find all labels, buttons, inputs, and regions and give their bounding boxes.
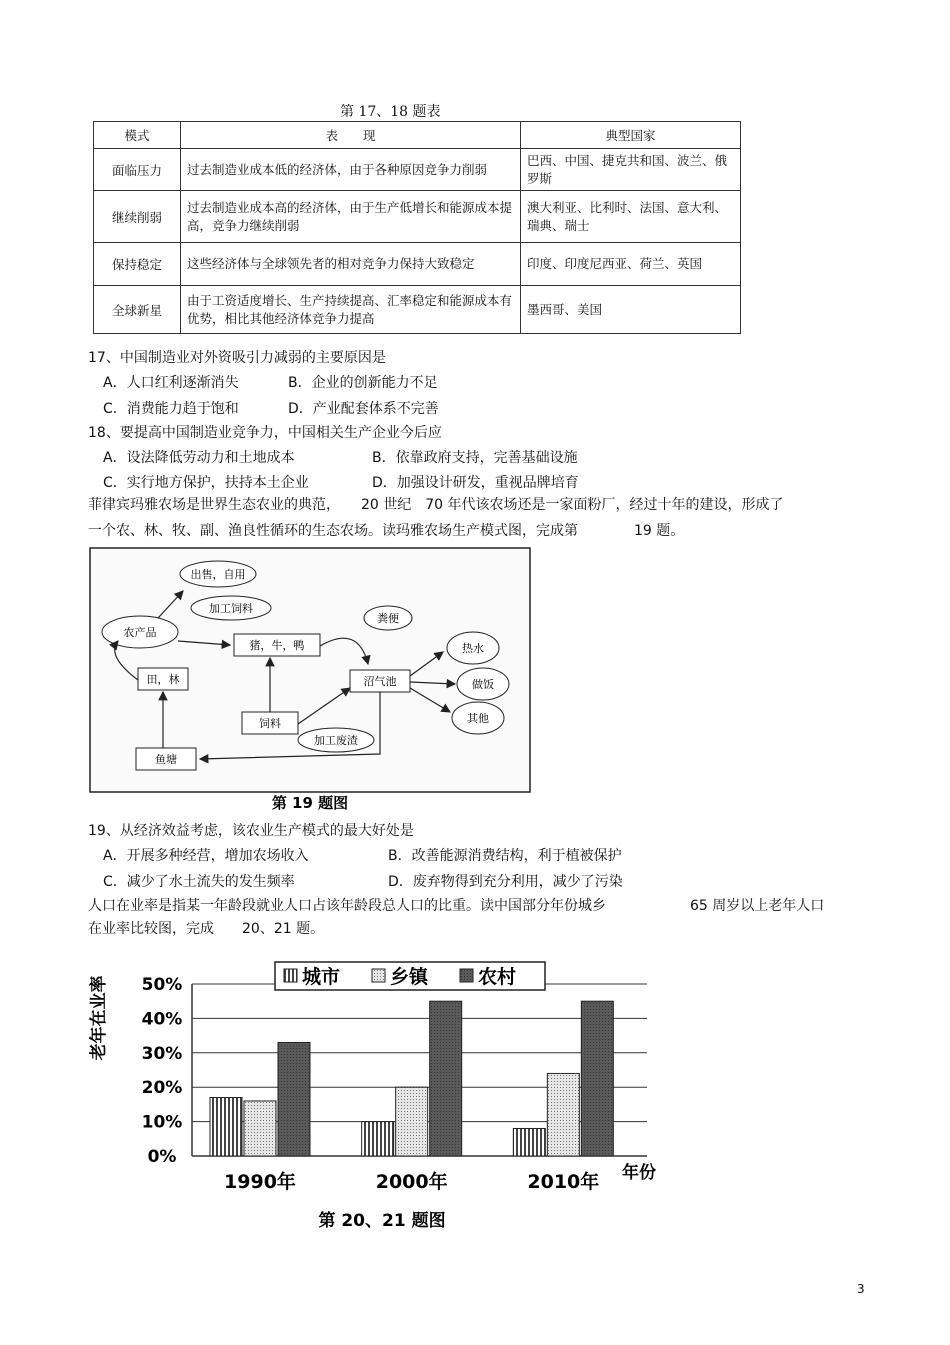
employment-chart — [89, 958, 670, 1233]
x-tick-label: 2010年 — [527, 1171, 600, 1193]
node-biogas: 沼气池 — [363, 675, 397, 688]
cell-countries: 印度、印度尼西亚、荷兰、英国 — [521, 243, 741, 286]
bar-乡镇-2000年 — [396, 1087, 428, 1156]
cell-mode: 全球新星 — [94, 286, 181, 334]
q19-option-d: D．废弃物得到充分利用，减少了污染 — [388, 874, 623, 890]
node-out: 出售，自用 — [190, 568, 246, 581]
table-row — [94, 286, 741, 334]
diagram-caption: 第 19 题图 — [271, 794, 349, 812]
chart-bars — [210, 1001, 613, 1156]
q18-option-c: C．实行地方保护，扶持本土企业 — [103, 475, 309, 491]
cell-performance: 由于工资适度增长、生产持续提高、汇率稳定和能源成本有优势，相比其他经济体竞争力提高 — [181, 286, 521, 334]
y-tick-label: 0% — [147, 1147, 177, 1167]
table-row — [94, 243, 741, 286]
legend-swatch — [284, 969, 297, 982]
bar-农村-2000年 — [430, 1001, 462, 1156]
table-row — [94, 191, 741, 243]
cell-performance: 过去制造业成本高的经济体，由于生产低增长和能源成本提高，竞争力继续削弱 — [181, 191, 521, 243]
chart-xlabel: 年份 — [622, 1163, 656, 1183]
header-countries: 典型国家 — [521, 122, 741, 149]
y-tick-label: 30% — [141, 1043, 183, 1064]
question-table — [93, 121, 741, 334]
y-tick-label: 50% — [141, 975, 183, 995]
header-performance: 表 现 — [181, 122, 521, 149]
bar-城市-2010年 — [513, 1128, 545, 1156]
legend-label: 农村 — [478, 966, 517, 988]
q17-stem: 17、中国制造业对外资吸引力减弱的主要原因是 — [88, 350, 386, 366]
q18-stem: 18、要提高中国制造业竞争力，中国相关生产企业今后应 — [88, 425, 442, 441]
cell-performance: 过去制造业成本低的经济体，由于各种原因竞争力削弱 — [181, 149, 521, 191]
node-pond: 鱼塘 — [155, 753, 177, 766]
node-manure: 粪便 — [377, 612, 399, 625]
header-mode: 模式 — [94, 122, 181, 149]
q19-option-b: B．改善能源消费结构，利于植被保护 — [388, 848, 622, 864]
node-field: 田，林 — [146, 673, 180, 686]
bar-城市-1990年 — [210, 1098, 242, 1156]
node-feed-proc: 加工饲料 — [209, 602, 253, 615]
intro20-line2: 在业率比较图，完成 20、21 题。 — [88, 921, 325, 937]
chart-ylabel: 老年在业率 — [89, 975, 109, 1061]
node-livestock: 猪，牛，鸭 — [249, 639, 305, 652]
intro19-line1: 菲律宾玛雅农场是世界生态农业的典范， 20 世纪 70 年代该农场还是一家面粉厂，经过十年的建设，形成了 — [88, 497, 784, 513]
intro19-line2: 一个农、林、牧、副、渔良性循环的生态农场。读玛雅农场生产模式图，完成第 19 题。 — [88, 523, 685, 539]
x-tick-label: 2000年 — [375, 1171, 448, 1193]
y-tick-label: 40% — [141, 1009, 183, 1030]
chart-caption: 第 20、21 题图 — [318, 1211, 446, 1231]
node-residue: 加工废渣 — [314, 734, 358, 747]
q19-stem: 19、从经济效益考虑，该农业生产模式的最大好处是 — [88, 823, 414, 839]
table-row — [94, 149, 741, 191]
cell-mode: 保持稳定 — [94, 243, 181, 286]
q17-option-a: A．人口红利逐渐消失 — [103, 375, 239, 391]
chart-x-ticks — [224, 1170, 599, 1193]
farm-diagram — [88, 546, 532, 816]
chart-y-ticks — [142, 975, 183, 1167]
q18-option-d: D．加强设计研发，重视品牌培育 — [372, 475, 579, 491]
q18-option-b: B．依靠政府支持，完善基础设施 — [372, 450, 578, 466]
q19-option-a: A．开展多种经营，增加农场收入 — [103, 848, 309, 864]
bar-农村-1990年 — [278, 1042, 310, 1156]
legend-label: 城市 — [302, 966, 341, 988]
cell-countries: 墨西哥、美国 — [521, 286, 741, 334]
bar-乡镇-2010年 — [547, 1073, 579, 1156]
page-number: 3 — [857, 1282, 865, 1296]
cell-performance: 这些经济体与全球领先者的相对竞争力保持大致稳定 — [181, 243, 521, 286]
cell-countries: 巴西、中国、捷克共和国、波兰、俄罗斯 — [521, 149, 741, 191]
bar-农村-2010年 — [581, 1001, 613, 1156]
chart-legend — [275, 962, 545, 990]
node-hot-water: 热水 — [462, 642, 484, 655]
node-cooking: 做饭 — [472, 678, 494, 691]
intro20-line1: 人口在业率是指某一年龄段就业人口占该年龄段总人口的比重。读中国部分年份城乡 65 周岁以上老年人口 — [88, 898, 825, 914]
bar-乡镇-1990年 — [244, 1101, 276, 1156]
q17-option-c: C．消费能力趋于饱和 — [103, 401, 239, 417]
y-tick-label: 20% — [141, 1078, 183, 1099]
cell-mode: 继续削弱 — [94, 191, 181, 243]
table-header-row — [94, 122, 741, 149]
legend-swatch — [460, 969, 473, 982]
table-caption: 第 17、18 题表 — [340, 104, 441, 120]
q17-option-d: D．产业配套体系不完善 — [288, 401, 439, 417]
x-tick-label: 1990年 — [224, 1171, 296, 1193]
q18-option-a: A．设法降低劳动力和土地成本 — [103, 450, 295, 466]
node-feed: 饲料 — [259, 717, 281, 730]
bar-城市-2000年 — [362, 1122, 394, 1156]
node-others: 其他 — [467, 712, 489, 725]
legend-swatch — [372, 969, 385, 982]
cell-mode: 面临压力 — [94, 149, 181, 191]
y-tick-label: 10% — [141, 1112, 183, 1133]
node-produce: 农产品 — [123, 626, 157, 639]
cell-countries: 澳大利亚、比利时、法国、意大利、瑞典、瑞士 — [521, 191, 741, 243]
q17-option-b: B．企业的创新能力不足 — [288, 375, 438, 391]
legend-label: 乡镇 — [390, 966, 429, 988]
q19-option-c: C．减少了水土流失的发生频率 — [103, 874, 295, 890]
